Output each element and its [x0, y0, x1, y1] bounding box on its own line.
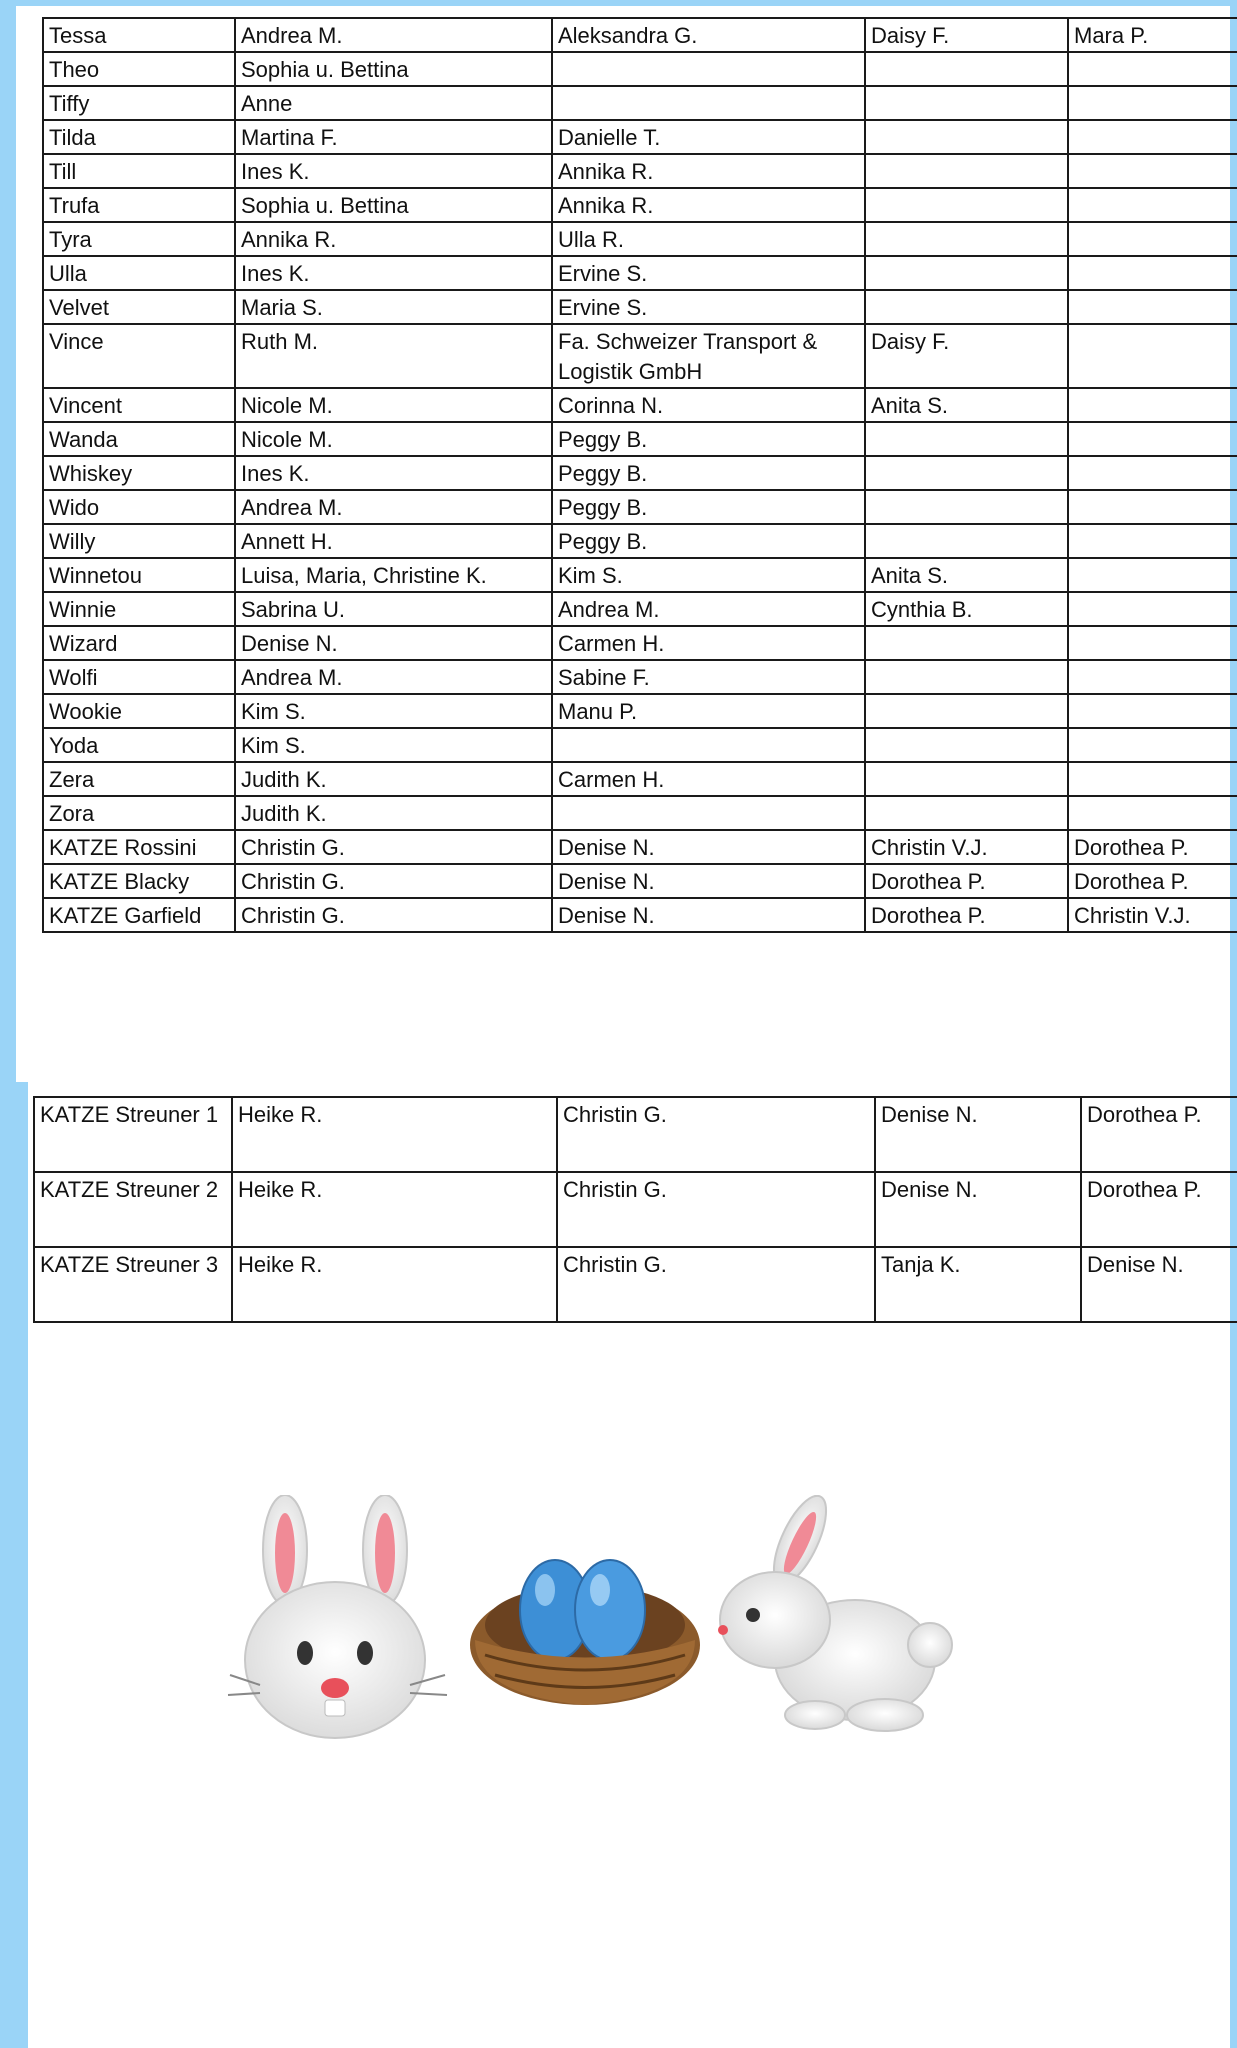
sponsor-cell: Dorothea P.: [1081, 1097, 1237, 1172]
sponsor-cell: [865, 694, 1068, 728]
animal-name-cell: Vince: [43, 324, 235, 388]
sponsor-cell: [1068, 52, 1237, 86]
table-row: [43, 290, 1237, 324]
sponsor-cell: Sophia u. Bettina: [235, 188, 552, 222]
rabbit-face-icon: [225, 1495, 455, 1745]
table-row: [43, 558, 1237, 592]
sponsor-cell: [1068, 388, 1237, 422]
sponsor-cell: [1068, 86, 1237, 120]
table-row: [43, 694, 1237, 728]
animal-name-cell: Wizard: [43, 626, 235, 660]
table-row: [34, 1247, 1237, 1322]
sponsor-cell: [865, 762, 1068, 796]
sponsor-cell: [1068, 592, 1237, 626]
sponsor-cell: [865, 52, 1068, 86]
table-row: [43, 762, 1237, 796]
sponsor-cell: Mara P.: [1068, 18, 1237, 52]
animal-name-cell: Tyra: [43, 222, 235, 256]
sponsor-cell: Maria S.: [235, 290, 552, 324]
sponsor-cell: [865, 154, 1068, 188]
sponsor-cell: Denise N.: [1081, 1247, 1237, 1322]
animal-name-cell: Velvet: [43, 290, 235, 324]
animal-name-cell: Willy: [43, 524, 235, 558]
sponsor-cell: Denise N.: [552, 864, 865, 898]
sponsor-cell: [865, 256, 1068, 290]
table-row: [43, 388, 1237, 422]
sponsor-cell: Heike R.: [232, 1172, 557, 1247]
sponsor-cell: Andrea M.: [552, 592, 865, 626]
sponsor-cell: [1068, 422, 1237, 456]
sponsor-cell: Dorothea P.: [1068, 864, 1237, 898]
sponsor-cell: Peggy B.: [552, 524, 865, 558]
sponsor-cell: [1068, 558, 1237, 592]
sponsor-cell: Heike R.: [232, 1247, 557, 1322]
table-row: [43, 864, 1237, 898]
nest-with-eggs-icon: [465, 1535, 705, 1715]
sponsor-cell: Christin G.: [557, 1172, 875, 1247]
animal-name-cell: Winnetou: [43, 558, 235, 592]
page-cut-edge: [40, 1066, 1208, 1082]
sponsor-cell: [865, 222, 1068, 256]
animal-name-cell: KATZE Streuner 3: [34, 1247, 232, 1322]
sponsor-cell: Christin G.: [235, 898, 552, 932]
animal-name-cell: Wido: [43, 490, 235, 524]
sponsor-cell: [1068, 524, 1237, 558]
table-row: [43, 592, 1237, 626]
sponsor-cell: Anita S.: [865, 388, 1068, 422]
sponsor-cell: Carmen H.: [552, 626, 865, 660]
animal-name-cell: Vincent: [43, 388, 235, 422]
animal-name-cell: Winnie: [43, 592, 235, 626]
sponsor-cell: Dorothea P.: [1081, 1172, 1237, 1247]
sponsor-cell: [552, 52, 865, 86]
sponsor-cell: [1068, 796, 1237, 830]
sponsor-cell: [865, 456, 1068, 490]
sponsor-cell: [865, 188, 1068, 222]
sponsor-cell: Annika R.: [552, 188, 865, 222]
sponsor-cell: [865, 86, 1068, 120]
animal-name-cell: Yoda: [43, 728, 235, 762]
table-row: [43, 660, 1237, 694]
sponsor-cell: Corinna N.: [552, 388, 865, 422]
sponsor-cell: [1068, 456, 1237, 490]
sponsor-cell: Annett H.: [235, 524, 552, 558]
sponsor-cell: Andrea M.: [235, 18, 552, 52]
sponsor-cell: [552, 86, 865, 120]
sponsor-cell: [865, 290, 1068, 324]
table-row: [43, 154, 1237, 188]
sponsor-cell: Denise N.: [235, 626, 552, 660]
sponsor-cell: Manu P.: [552, 694, 865, 728]
table-row: [43, 52, 1237, 86]
sponsor-cell: Nicole M.: [235, 422, 552, 456]
table-row: [43, 524, 1237, 558]
stray-cats-table: [33, 1096, 1237, 1323]
sponsor-cell: Denise N.: [875, 1172, 1081, 1247]
sponsor-cell: Anne: [235, 86, 552, 120]
sponsor-cell: [865, 120, 1068, 154]
animal-name-cell: Theo: [43, 52, 235, 86]
sponsor-cell: Christin V.J.: [1068, 898, 1237, 932]
sponsor-cell: Peggy B.: [552, 456, 865, 490]
sponsor-cell: [552, 728, 865, 762]
sponsor-cell: Sophia u. Bettina: [235, 52, 552, 86]
table-row: [43, 830, 1237, 864]
table-row: [43, 222, 1237, 256]
sponsor-cell: Tanja K.: [875, 1247, 1081, 1322]
sponsor-cell: [1068, 728, 1237, 762]
animal-name-cell: Till: [43, 154, 235, 188]
sponsor-cell: Anita S.: [865, 558, 1068, 592]
sponsor-cell: [1068, 188, 1237, 222]
sponsor-cell: Dorothea P.: [1068, 830, 1237, 864]
sponsor-cell: Ines K.: [235, 256, 552, 290]
animal-name-cell: Wanda: [43, 422, 235, 456]
sponsor-cell: [1068, 324, 1237, 388]
sponsor-cell: [865, 796, 1068, 830]
animal-name-cell: Zora: [43, 796, 235, 830]
animal-name-cell: KATZE Garfield: [43, 898, 235, 932]
animal-name-cell: Ulla: [43, 256, 235, 290]
sponsor-cell: Carmen H.: [552, 762, 865, 796]
animal-name-cell: Wolfi: [43, 660, 235, 694]
sponsor-cell: Danielle T.: [552, 120, 865, 154]
table-row: [43, 18, 1237, 52]
sponsor-cell: Peggy B.: [552, 422, 865, 456]
sponsor-cell: [1068, 762, 1237, 796]
sponsor-cell: [1068, 256, 1237, 290]
table-row: [43, 120, 1237, 154]
sponsor-cell: Sabrina U.: [235, 592, 552, 626]
table-row: [43, 324, 1237, 388]
sponsor-cell: [1068, 694, 1237, 728]
sponsor-cell: Ulla R.: [552, 222, 865, 256]
sponsor-cell: Ines K.: [235, 154, 552, 188]
sponsor-cell: [865, 524, 1068, 558]
sponsor-cell: Heike R.: [232, 1097, 557, 1172]
sponsor-cell: Denise N.: [875, 1097, 1081, 1172]
sponsor-cell: Annika R.: [552, 154, 865, 188]
table-row: [43, 490, 1237, 524]
sponsor-cell: Christin G.: [235, 830, 552, 864]
table-row: [43, 796, 1237, 830]
animal-name-cell: Trufa: [43, 188, 235, 222]
sponsor-cell: Judith K.: [235, 762, 552, 796]
sponsor-cell: Dorothea P.: [865, 898, 1068, 932]
table-row: [43, 456, 1237, 490]
sponsor-cell: [865, 422, 1068, 456]
sponsor-cell: Martina F.: [235, 120, 552, 154]
table-row: [43, 898, 1237, 932]
sponsor-cell: Andrea M.: [235, 660, 552, 694]
sponsor-cell: [1068, 290, 1237, 324]
sponsor-cell: Dorothea P.: [865, 864, 1068, 898]
sponsor-cell: Ruth M.: [235, 324, 552, 388]
sponsor-cell: Ervine S.: [552, 290, 865, 324]
sponsorship-table: [42, 17, 1237, 933]
sponsor-cell: [865, 660, 1068, 694]
animal-name-cell: Wookie: [43, 694, 235, 728]
sponsor-cell: Nicole M.: [235, 388, 552, 422]
table-row: [43, 86, 1237, 120]
animal-name-cell: Tilda: [43, 120, 235, 154]
sponsor-cell: Ines K.: [235, 456, 552, 490]
sponsor-cell: Christin G.: [557, 1247, 875, 1322]
animal-name-cell: Tiffy: [43, 86, 235, 120]
sponsor-cell: Aleksandra G.: [552, 18, 865, 52]
sponsor-cell: [1068, 222, 1237, 256]
table-row: [34, 1097, 1237, 1172]
rabbit-icon: [705, 1495, 955, 1745]
sponsor-cell: Kim S.: [235, 728, 552, 762]
sponsor-cell: [1068, 490, 1237, 524]
sponsor-cell: [865, 626, 1068, 660]
animal-name-cell: KATZE Blacky: [43, 864, 235, 898]
sponsor-cell: Daisy F.: [865, 324, 1068, 388]
sponsor-cell: Daisy F.: [865, 18, 1068, 52]
sponsor-cell: [1068, 154, 1237, 188]
sponsor-cell: [1068, 120, 1237, 154]
sponsor-cell: Kim S.: [552, 558, 865, 592]
sponsor-cell: Luisa, Maria, Christine K.: [235, 558, 552, 592]
animal-name-cell: Tessa: [43, 18, 235, 52]
sponsor-cell: [1068, 660, 1237, 694]
sponsor-cell: Christin G.: [235, 864, 552, 898]
sponsor-cell: Denise N.: [552, 898, 865, 932]
animal-name-cell: KATZE Streuner 2: [34, 1172, 232, 1247]
easter-illustrations: [225, 1495, 965, 1755]
sponsor-cell: Christin V.J.: [865, 830, 1068, 864]
table-row: [43, 626, 1237, 660]
sponsor-cell: Judith K.: [235, 796, 552, 830]
table-row: [43, 188, 1237, 222]
sponsor-cell: Fa. Schweizer Transport & Logistik GmbH: [552, 324, 865, 388]
animal-name-cell: Zera: [43, 762, 235, 796]
animal-name-cell: KATZE Streuner 1: [34, 1097, 232, 1172]
table-row: [43, 422, 1237, 456]
sponsor-cell: Christin G.: [557, 1097, 875, 1172]
sponsor-cell: [865, 728, 1068, 762]
sponsor-cell: [865, 490, 1068, 524]
sponsor-cell: Peggy B.: [552, 490, 865, 524]
table-row: [34, 1172, 1237, 1247]
animal-name-cell: Whiskey: [43, 456, 235, 490]
table-row: [43, 728, 1237, 762]
sponsor-cell: Cynthia B.: [865, 592, 1068, 626]
sponsor-cell: [552, 796, 865, 830]
table-row: [43, 256, 1237, 290]
sponsor-cell: Sabine F.: [552, 660, 865, 694]
sponsor-cell: Ervine S.: [552, 256, 865, 290]
sponsor-cell: [1068, 626, 1237, 660]
sponsor-cell: Denise N.: [552, 830, 865, 864]
sponsor-cell: Andrea M.: [235, 490, 552, 524]
sponsor-cell: Kim S.: [235, 694, 552, 728]
sponsor-cell: Annika R.: [235, 222, 552, 256]
animal-name-cell: KATZE Rossini: [43, 830, 235, 864]
